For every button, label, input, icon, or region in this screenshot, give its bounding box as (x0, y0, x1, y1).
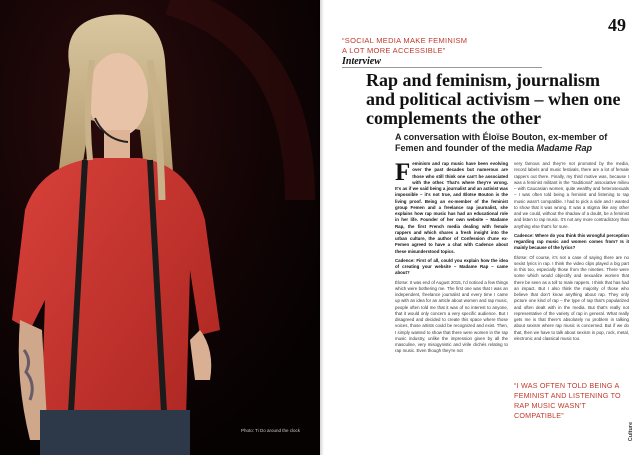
question-2: Cadence: Where do you think this wrongful perception regarding rap music and women comes from? Is it mainly because of the lyrics? (514, 232, 629, 251)
photo-caption: Photo: Ti Do around the clock (240, 428, 300, 433)
page-number: 49 (608, 15, 626, 35)
section-rule (342, 67, 542, 68)
section-side-label: Culture (628, 421, 634, 441)
answer-1: Éloïse: It was end of August 2015, I'd noticed a few things which were bothering me. The first one was that I was an independent, freelance journalist and every time I came up with an idea for an article about women and rap music, people often told me that it was of no interest to anyone, that it would only concern a very specific audience. But I disagreed and decided to create this space where those voices, those artists could be recognized and exist. Then, I simply wanted to show that there were women in the rap music industry, unlike the impression given by all the masculine, very misogynistic and virile clichés relating to rap music. Even though they're not (395, 279, 508, 354)
intro-text: eminism and rap music have been evolving over the past decades but numerous are those who still think one can't be associated with the other. That's where they're wrong. It's as if we said being a journalist and an activist was impossible – it's not true, and Éloïse Bouton is the living proof. Being an ex-member of the feminist group Femen and a freelance rap journalist, she explains how rap music has had an educational role in her life. Founder of her own website – Madame Rap, the first French media dealing with female rappers and which shares a fresh insight into the urban culture, the author of Confession d'une ex-Femen agreed to have a chat with Cadence about these misunderstood topics. (395, 161, 508, 254)
article-headline: Rap and feminism, journalism and political activism – when one complements the other (366, 70, 621, 128)
subhead-text: A conversation with Éloïse Bouton, ex-member of Femen and founder of the media (395, 132, 608, 153)
pull-quote-top: “SOCIAL MEDIA MAKE FEMINISM A LOT MORE ACCESSIBLE” (342, 36, 468, 55)
article-subhead (395, 132, 635, 154)
article-column-2 (514, 161, 629, 345)
intro-paragraph (395, 161, 508, 255)
question-1: Cadence: First of all, could you explain how the idea of creating your website – Madame Rap – came about? (395, 257, 508, 276)
answer-1-continued: very famous and they're not promoted by the media, record labels and music festivals, there are a lot of female rappers out there. Finally, my third motive was, because I was a feminist militant in the "traditional" associative milieu – with Caucasian women, quite wealthy and heterosexuals – I was often told being a feminist and listening to rap music wasn't compatible. I had to pick a side and I wanted to show that it was wrong. It was a stigma like any other and we could, without the shadow of a doubt, be a feminist and listen to rap music. It's not any more contradictory than anything else that's for sure. (514, 161, 629, 229)
answer-2: Éloïse: Of course, it's not a case of saying there are no sexist lyrics in rap. I think the video clips played a big part in this too, especially those from the nineties. There were some which would objectify and sexualize women that there be seen as a toll to male rappers. I think that has had an impact. But I also think the majority of those who believe that don't know anything about rap. They only picture one kind of rap – the type of rap that's popularized and often dealt with in the media. But that's really not representative of the variety of rap in general. What really gets me is that there's absolutely no problem in talking about sexism where rap music is concerned. But if we do that, then we have to talk about sexism in pop, rock, metal, electronic and classical music too. (514, 254, 629, 341)
pull-quote-bottom: “I WAS OFTEN TOLD BEING A FEMINIST AND LISTENING TO RAP MUSIC WASN'T COMPATIBLE” (514, 381, 621, 420)
article-column-1 (395, 161, 508, 358)
drop-cap: F (395, 159, 411, 186)
subhead-magazine: Madame Rap (536, 143, 593, 153)
section-label: Interview (342, 56, 381, 67)
article-page (324, 0, 640, 455)
